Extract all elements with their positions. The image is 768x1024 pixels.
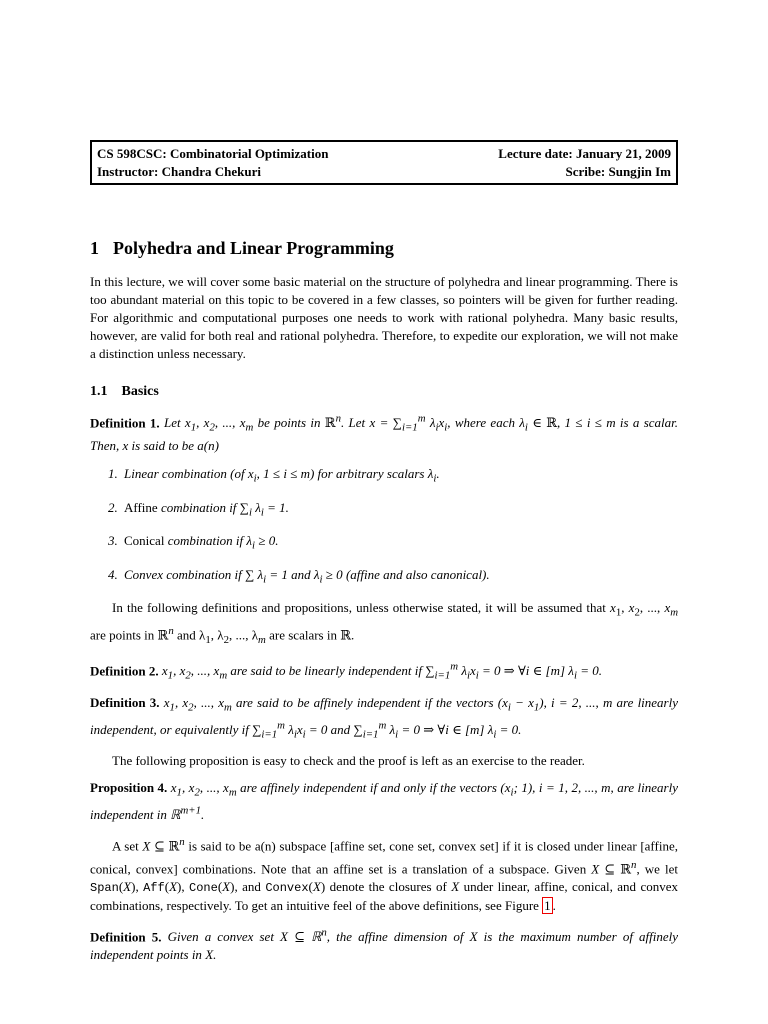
definition-1: Definition 1. Let $x_1$, $x_2$, ..., $x_m$ be points in ℝ$^n$. Let $x = \sum_{i=1}^m$ $\lambda_ix_i$, where each $\lambda_i$ ∈ ℝ, 1 ≤ i ≤ m is a scalar. Then, x is said to be a(n) <box>90 413 678 453</box>
list-item: 1. Linear combination (of $x_i$, 1 ≤ i ≤ m) for arbitrary scalars $\lambda_i$. <box>108 465 440 485</box>
definition-5: Definition 5. Given a convex set X ⊆ ℝ$^n$, the affine dimension of X is the maximum number of affinely independent points in X. <box>90 926 679 963</box>
section-title: Polyhedra and Linear Programming <box>113 238 394 258</box>
closure-paragraph: A set X ⊆ ℝ$^n$ is said to be a(n) subspace [affine set, cone set, convex set] if it is closed under linear [affine, conical, convex] combinations. Note that an affine set is a translation of a subspace. Given X ⊆ ℝ$^n$, we let Span(X), Aff(X), Cone(X), and Convex(X) denote the closures of X under linear, affine, conical, and convex combinations, respectively. To get an intuitive feel of the above definitions, see Figure 1 . <box>90 836 678 913</box>
definition-1-label: Definition 1. <box>90 415 160 431</box>
definition-3: Definition 3. $x_1$, $x_2$, ..., $x_m$ are said to be affinely independent if the vectors $(x_i - x_1)$, i = 2, ..., m are linearly independent, or equivalently if $\sum_{i=1}^m$ $\lambda_ix_i = 0$ and $\sum_{i=1}^m$ $\lambda_i = 0$ ⇒ ∀i ∈ [m] $\lambda_i = 0$. <box>90 694 678 741</box>
assumption-paragraph: In the following definitions and propositions, unless otherwise stated, it will be assumed that $x_1$, $x_2$, ..., $x_m$ are points in ℝ$^n$ and $\lambda_1$, $\lambda_2$, ..., $\lambda_m$ are scalars in ℝ. <box>90 600 679 646</box>
lecture-date: Lecture date: January 21, 2009 <box>498 146 671 161</box>
list-item: 2. Affine combination if $\sum_i$ $\lambda_i = 1$. <box>108 499 289 519</box>
section-number: 1 <box>90 238 99 258</box>
proposition-4: Proposition 4. $x_1$, $x_2$, ..., $x_m$ are affinely independent if and only if the vectors ($x_i$; 1), i = 1, 2, ..., m, are linearly independent in ℝ$^{m+1}$. <box>90 780 678 823</box>
combination-list <box>90 465 678 588</box>
lecture-header-box <box>90 140 678 185</box>
lecture-page <box>90 140 678 964</box>
intro-paragraph: In this lecture, we will cover some basic material on the structure of polyhedra and linear programming. There is too abundant material on this topic to be covered in a few classes, so pointers will be given for further reading. For algorithmic and computational purposes one needs to work with rational polyhedra. Many basic results, however, are valid for both real and rational polyhedra. Therefore, to expedite our exploration, we will not make a distinction unless necessary. <box>90 274 678 361</box>
scribe: Scribe: Sungjin Im <box>565 164 671 179</box>
list-item: 3. Conical combination if $\lambda_i \ge 0$. <box>108 533 279 552</box>
figure-link[interactable]: 1 <box>544 897 551 913</box>
instructor: Instructor: Chandra Chekuri <box>97 164 261 179</box>
list-item: 4. Convex combination if ∑ $\lambda_i = 1$ and $\lambda_i \ge 0$ (affine and also canonical). <box>108 566 490 586</box>
proposition-intro: The following proposition is easy to check and the proof is left as an exercise to the reader. <box>112 753 585 769</box>
subsection-number: 1.1 <box>90 384 108 399</box>
definition-2: Definition 2. $x_1$, $x_2$, ..., $x_m$ are said to be linearly independent if $\sum_{i=1}^m$ $\lambda_ix_i = 0$ ⇒ ∀i ∈ [m] $\lambda_i = 0$. <box>90 660 602 682</box>
section-heading <box>90 237 678 259</box>
subsection-heading <box>90 383 678 401</box>
subsection-title: Basics <box>121 384 159 399</box>
course-title: CS 598CSC: Combinatorial Optimization <box>97 146 329 161</box>
